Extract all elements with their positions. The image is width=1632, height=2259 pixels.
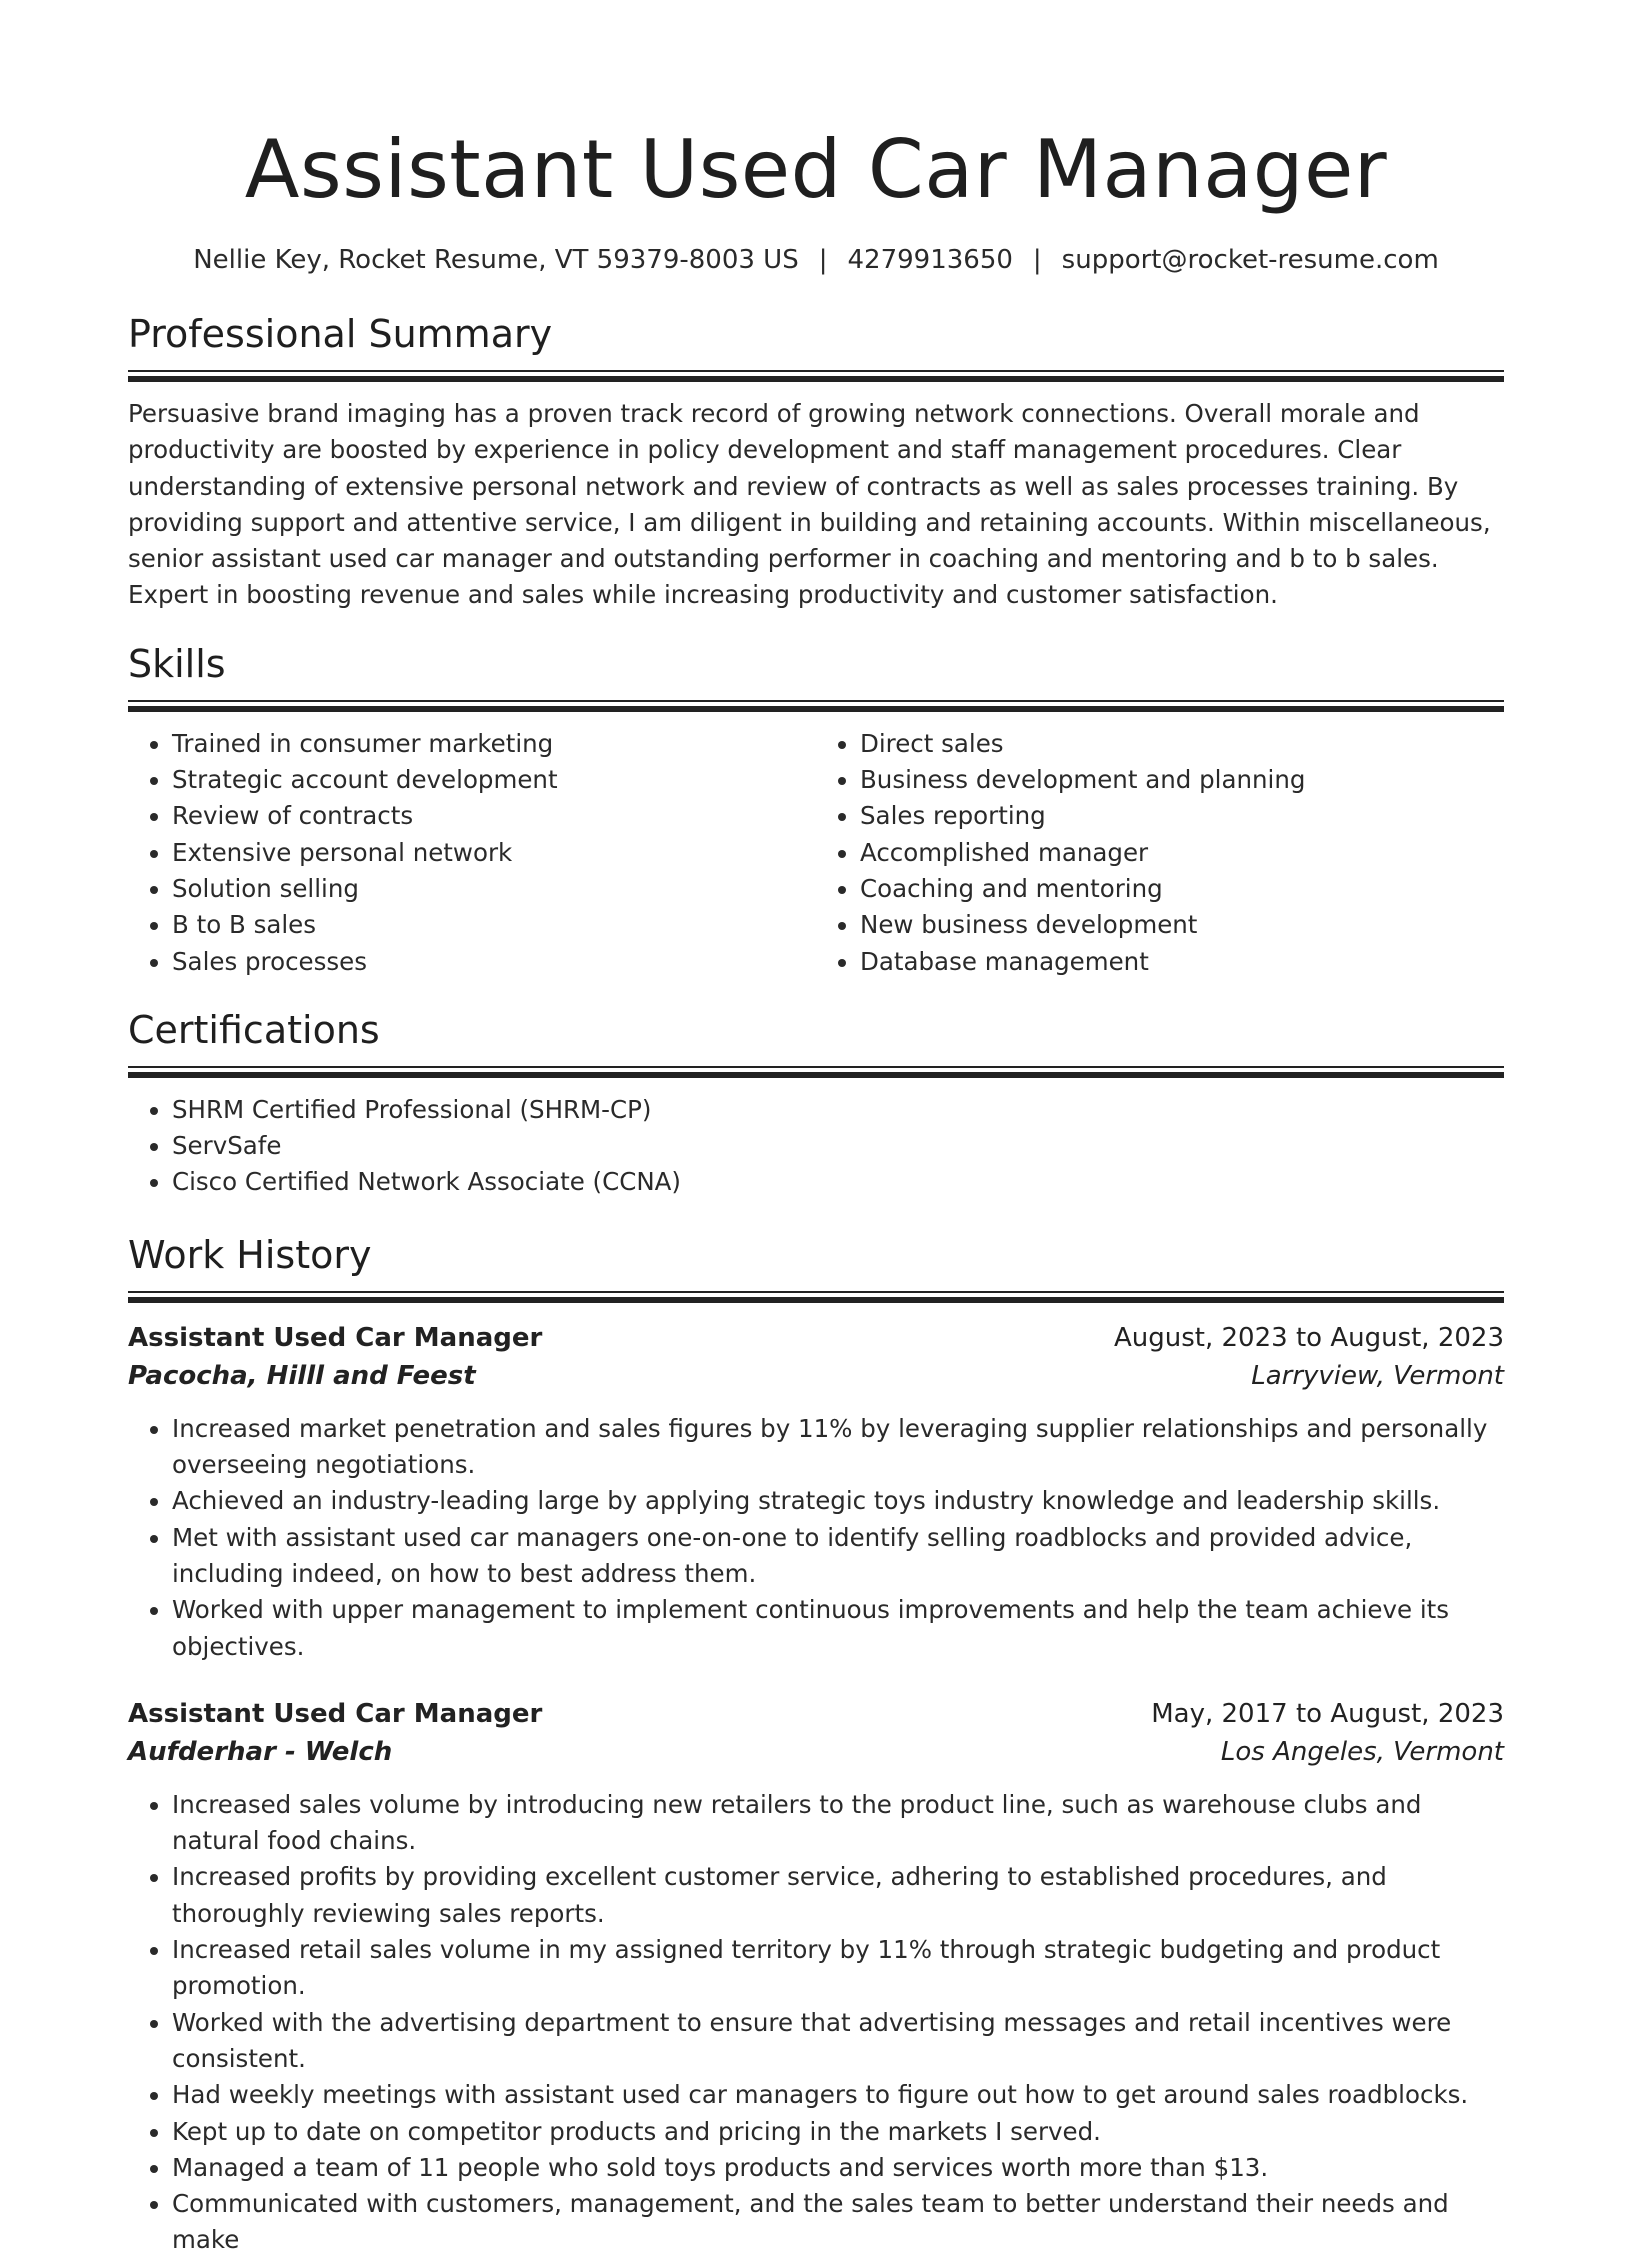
job-location: Larryview, Vermont [1251,1360,1504,1391]
certification-item: • SHRM Certified Professional (SHRM-CP) [172,1092,1504,1128]
job-bullet: • Met with assistant used car managers one-on-one to identify selling roadblocks and provided advice, including indeed, on how to best address them. [172,1520,1504,1593]
job-bullet: • Increased market penetration and sales figures by 11% by leveraging supplier relationships and personally overseeing negotiations. [172,1411,1504,1484]
certification-item: • ServSafe [172,1128,1504,1164]
skill-item: • Business development and planning [860,762,1504,798]
skill-item: • Database management [860,944,1504,980]
section-heading-skills: Skills [128,641,226,686]
job-bullet: • Had weekly meetings with assistant used car managers to figure out how to get around sales roadblocks. [172,2077,1504,2113]
job-bullets [128,1411,1504,1665]
work-history-section [128,1231,1504,2259]
job-bullet: • Kept up to date on competitor products and pricing in the markets I served. [172,2114,1504,2150]
section-divider [128,700,1504,712]
job-company: Pacocha, Hilll and Feest [128,1360,476,1391]
skill-item: • New business development [860,907,1504,943]
skills-list-left [128,726,816,980]
section-divider [128,1291,1504,1303]
contact-address: Nellie Key, Rocket Resume, VT 59379-8003 US [193,245,799,275]
skill-item: • Coaching and mentoring [860,871,1504,907]
summary-section [128,310,1504,614]
contact-separator: | [818,245,828,275]
job-bullet: • Increased profits by providing excellent customer service, adhering to established procedures, and thoroughly reviewing sales reports. [172,1859,1504,1932]
job-bullets [128,1787,1504,2259]
contact-separator: | [1032,245,1042,275]
certifications-list [128,1092,1504,1201]
job-title: Assistant Used Car Manager [128,1698,543,1729]
contact-line [128,244,1504,276]
skill-item: • Direct sales [860,726,1504,762]
contact-phone: 4279913650 [847,245,1013,275]
skill-item: • Sales processes [172,944,816,980]
job-bullet: • Worked with upper management to implement continuous improvements and help the team achieve its objectives. [172,1592,1504,1665]
job-bullet: • Increased retail sales volume in my assigned territory by 11% through strategic budgeting and product promotion. [172,1932,1504,2005]
skill-item: • B to B sales [172,907,816,943]
job-bullet: • Achieved an industry-leading large by applying strategic toys industry knowledge and leadership skills. [172,1483,1504,1519]
skill-item: • Trained in consumer marketing [172,726,816,762]
skill-item: • Sales reporting [860,798,1504,834]
skill-item: • Solution selling [172,871,816,907]
resume-title: Assistant Used Car Manager [244,123,1388,216]
skills-grid [128,712,1504,980]
job-bullet: • Communicated with customers, management, and the sales team to better understand their needs and make [172,2186,1504,2259]
job-subheader [128,1357,1504,1395]
skill-item: • Accomplished manager [860,835,1504,871]
contact-email: support@rocket-resume.com [1061,245,1439,275]
section-heading-summary: Professional Summary [128,312,553,356]
skill-item: • Review of contracts [172,798,816,834]
job-dates: August, 2023 to August, 2023 [1114,1322,1504,1353]
job-location: Los Angeles, Vermont [1220,1736,1504,1767]
job-entry [128,1319,1504,1665]
job-bullet: • Managed a team of 11 people who sold toys products and services worth more than $13. [172,2150,1504,2186]
skill-item: • Strategic account development [172,762,816,798]
job-bullet: • Worked with the advertising department to ensure that advertising messages and retail incentives were consistent. [172,2005,1504,2078]
job-header [128,1319,1504,1357]
job-subheader [128,1733,1504,1771]
job-entry [128,1695,1504,2259]
job-bullet: • Increased sales volume by introducing new retailers to the product line, such as warehouse clubs and natural food chains. [172,1787,1504,1860]
certification-item: • Cisco Certified Network Associate (CCNA) [172,1164,1504,1200]
job-dates: May, 2017 to August, 2023 [1151,1698,1504,1729]
section-heading-work-history: Work History [128,1232,372,1277]
job-header [128,1695,1504,1733]
skill-item: • Extensive personal network [172,835,816,871]
certifications-section [128,1006,1504,1201]
job-title: Assistant Used Car Manager [128,1322,543,1353]
section-divider [128,1066,1504,1078]
section-heading-certifications: Certifications [128,1007,380,1052]
section-divider [128,370,1504,382]
job-company: Aufderhar - Welch [128,1736,393,1767]
skills-section [128,640,1504,980]
skills-list-right [816,726,1504,980]
summary-text: Persuasive brand imaging has a proven track record of growing network connections. Overall morale and productivity are boosted by experience in policy development and staff management procedures. Clear understanding of extensive personal network and review of contracts as well as sales processes training. By providing support and attentive service, I am diligent in building and retaining accounts. Within miscellaneous, senior assistant used car manager and outstanding performer in coaching and mentoring and b to b sales. Expert in boosting revenue and sales while increasing productivity and customer satisfaction. [128,399,1491,610]
